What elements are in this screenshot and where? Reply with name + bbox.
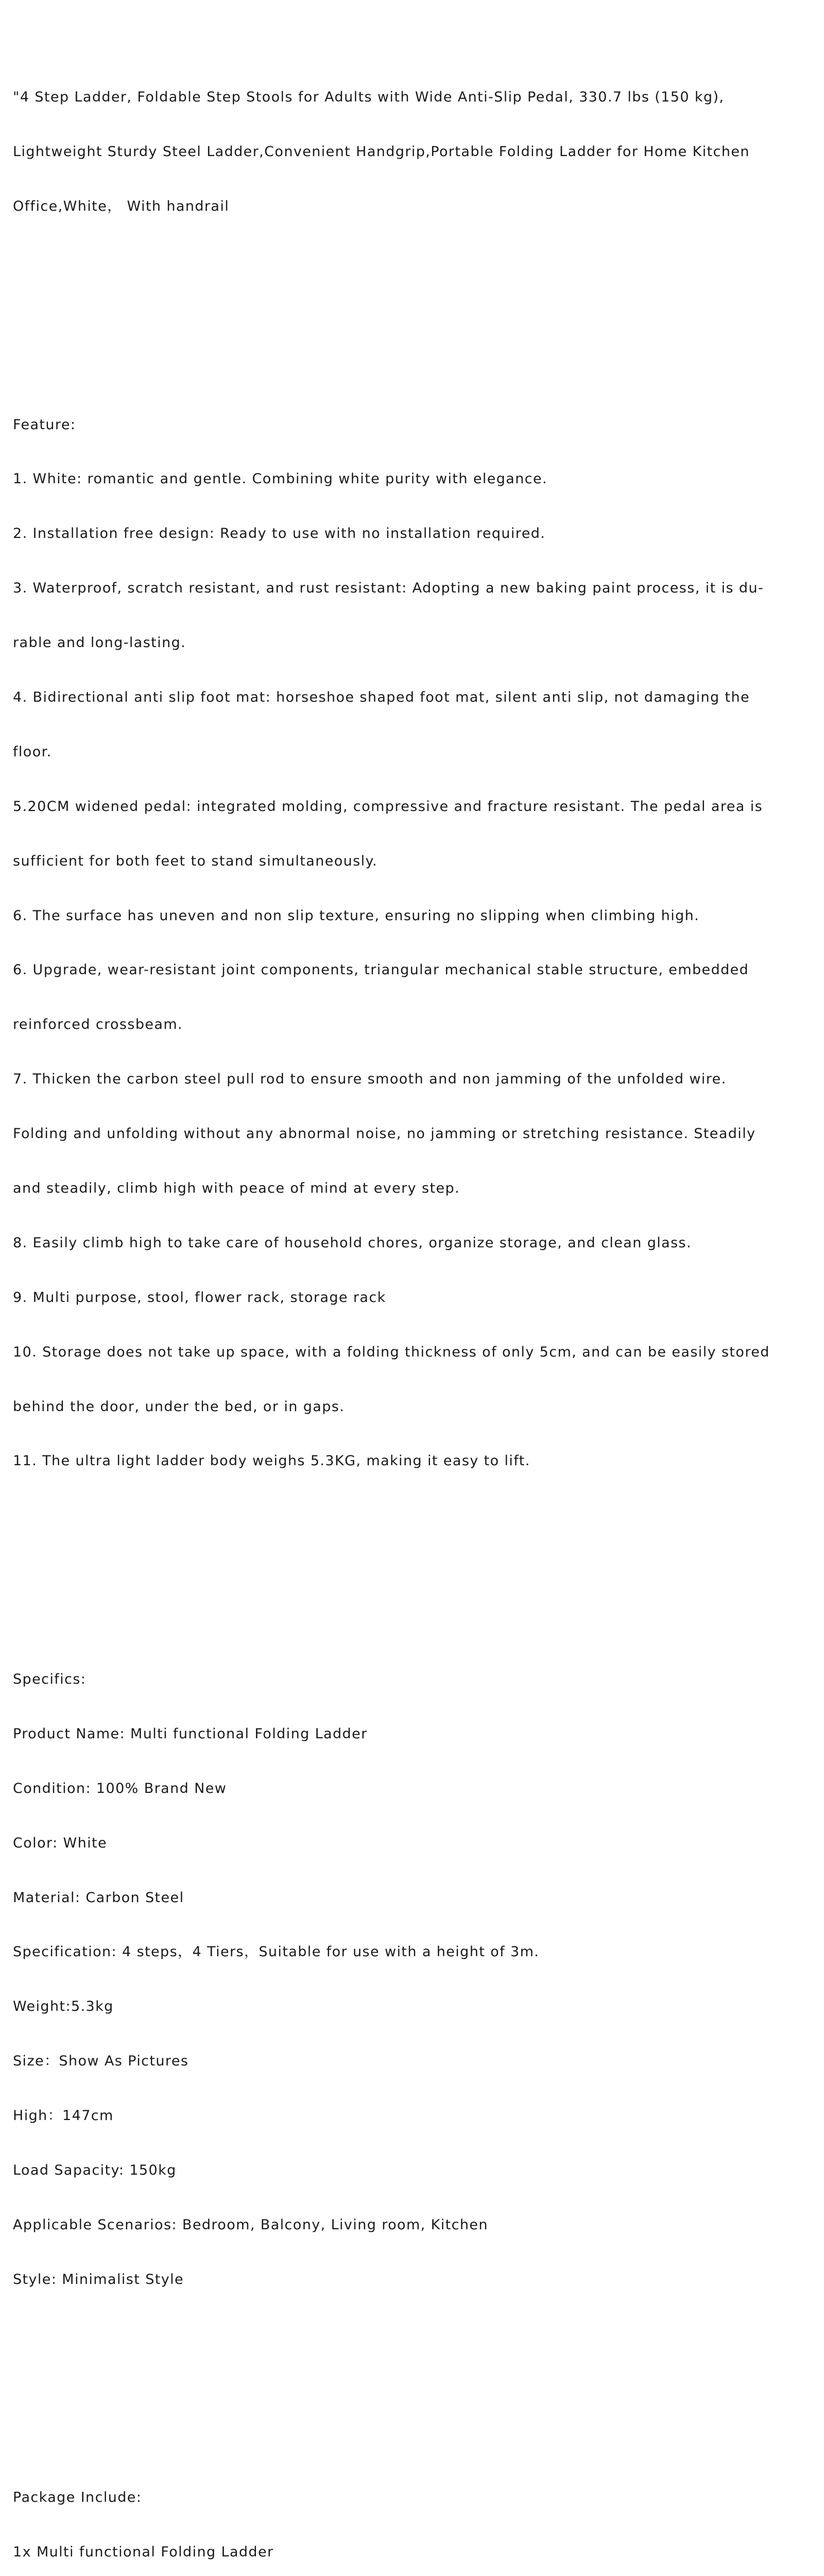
title-line: "4 Step Ladder, Foldable Step Stools for Adults with Wide Anti-Slip Pedal, 330.7 lbs (150 kg), <box>13 89 725 106</box>
spec-line: Material: Carbon Steel <box>13 1889 184 1906</box>
package-section <box>13 2452 816 2576</box>
feature-line: 7. Thicken the carbon steel pull rod to ensure smooth and non jamming of the unfolded wire. <box>13 1071 727 1088</box>
feature-line: reinforced crossbeam. <box>13 1016 183 1033</box>
feature-line: 10. Storage does not take up space, with a folding thickness of only 5cm, and can be easily stored <box>13 1344 770 1360</box>
feature-line: 8. Easily climb high to take care of household chores, organize storage, and clean glass. <box>13 1234 692 1251</box>
package-line: 1x Multi functional Folding Ladder <box>13 2544 274 2561</box>
feature-line: 1. White: romantic and gentle. Combining white purity with elegance. <box>13 471 547 487</box>
spec-line: Applicable Scenarios: Bedroom, Balcony, Living room, Kitchen <box>13 2216 488 2233</box>
specifics-section <box>13 1634 816 2325</box>
product-description <box>13 15 816 2576</box>
feature-line: 4. Bidirectional anti slip foot mat: horseshoe shaped foot mat, silent anti slip, not damaging the <box>13 689 750 705</box>
feature-line: 6. The surface has uneven and non slip texture, ensuring no slipping when climbing high. <box>13 907 700 924</box>
spec-line: Specification: 4 steps，4 Tiers，Suitable for use with a height of 3m. <box>13 1944 540 1960</box>
spec-line: Product Name: Multi functional Folding Ladder <box>13 1725 368 1742</box>
feature-line: 6. Upgrade, wear-resistant joint components, triangular mechanical stable structure, embedded <box>13 962 749 978</box>
feature-line: rable and long-lasting. <box>13 635 186 651</box>
spec-line: Weight:5.3kg <box>13 1998 114 2015</box>
feature-line: sufficient for both feet to stand simultaneously. <box>13 853 378 869</box>
feature-line: 11. The ultra light ladder body weighs 5.3KG, making it easy to lift. <box>13 1453 530 1469</box>
title-line: Office,White， With handrail <box>13 198 230 214</box>
feature-line: 5.20CM widened pedal: integrated molding, compressive and fracture resistant. The pedal area is <box>13 798 763 815</box>
feature-heading: Feature: <box>13 416 76 433</box>
spec-line: Size：Show As Pictures <box>13 2053 189 2070</box>
title-line: Lightweight Sturdy Steel Ladder,Convenient Handgrip,Portable Folding Ladder for Home Kitchen <box>13 144 750 160</box>
feature-line: 3. Waterproof, scratch resistant, and rust resistant: Adopting a new baking paint process, it is du- <box>13 580 764 597</box>
spec-line: Color: White <box>13 1835 108 1851</box>
feature-line: floor. <box>13 743 52 760</box>
feature-line: 2. Installation free design: Ready to use with no installation required. <box>13 526 546 542</box>
specifics-heading: Specifics: <box>13 1671 87 1688</box>
feature-line: 9. Multi purpose, stool, flower rack, storage rack <box>13 1289 386 1306</box>
feature-line: behind the door, under the bed, or in gaps. <box>13 1398 345 1415</box>
feature-line: and steadily, climb high with peace of mind at every step. <box>13 1180 460 1196</box>
spec-line: Load Sapacity: 150kg <box>13 2162 177 2179</box>
spec-line: Condition: 100% Brand New <box>13 1780 227 1797</box>
blank-line <box>13 2380 816 2398</box>
spec-line: Style: Minimalist Style <box>13 2271 184 2287</box>
feature-line: Folding and unfolding without any abnormal noise, no jamming or stretching resistance. Steadily <box>13 1126 756 1142</box>
blank-line <box>13 1561 816 1579</box>
title-block <box>13 52 816 252</box>
spec-line: High：147cm <box>13 2108 114 2124</box>
blank-line <box>13 307 816 325</box>
package-heading: Package Include: <box>13 2489 142 2506</box>
feature-section <box>13 379 816 1506</box>
